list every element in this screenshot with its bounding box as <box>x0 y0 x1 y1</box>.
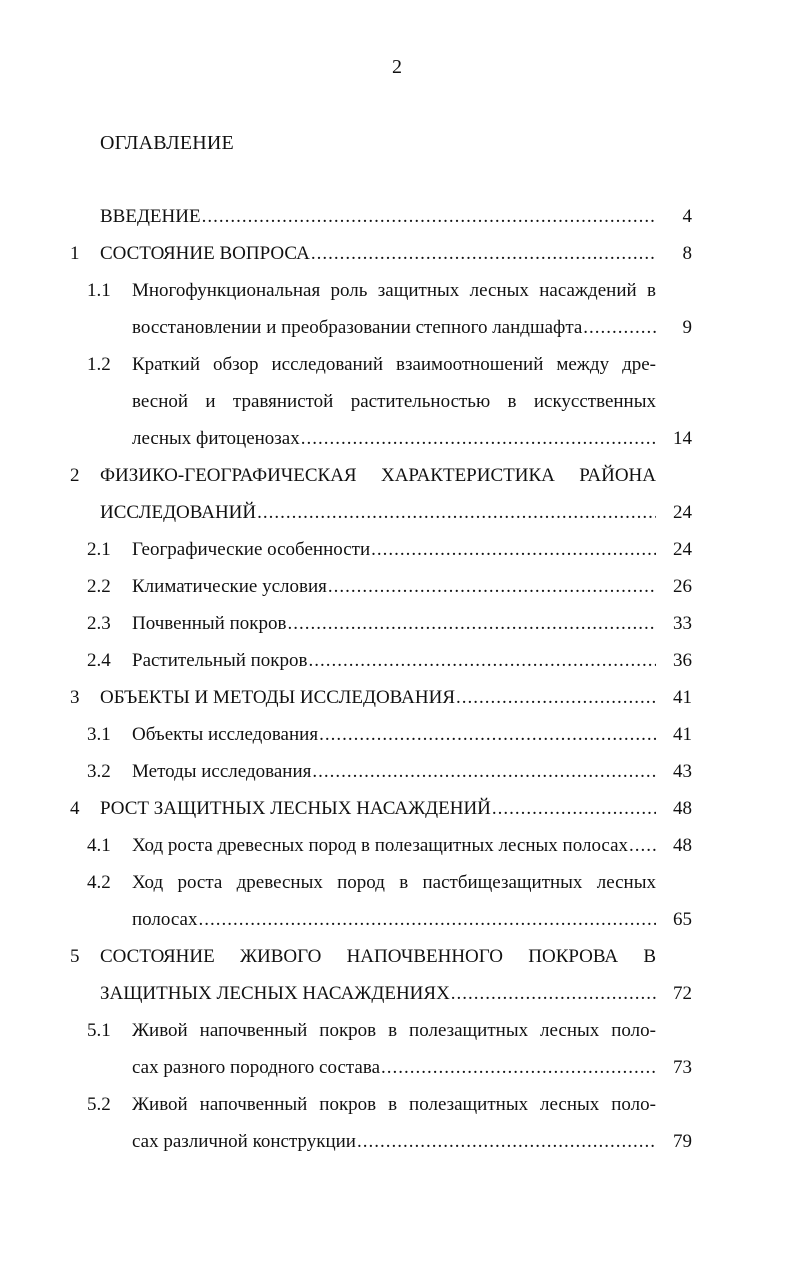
toc-line <box>0 827 794 864</box>
dot-leader <box>491 790 656 827</box>
toc-entry-number: 4.1 <box>87 835 111 856</box>
dot-leader <box>310 235 656 272</box>
toc-entry-number: 3.1 <box>87 724 111 745</box>
toc-entry-text: Климатические условия <box>132 576 327 597</box>
toc-page-number: 43 <box>673 761 692 782</box>
toc-page-number: 79 <box>673 1131 692 1152</box>
toc-line <box>0 642 794 679</box>
toc-line <box>0 605 794 642</box>
toc-entry-text: сах различной конструкции <box>132 1131 356 1152</box>
toc-line <box>0 901 794 938</box>
toc-entry-text: Многофункциональная роль защитных лесных насаждений в <box>132 280 656 301</box>
toc-entry-number: 5.1 <box>87 1020 111 1041</box>
toc-page-number: 48 <box>673 798 692 819</box>
toc-page-number: 14 <box>673 428 692 449</box>
dot-leader <box>455 679 656 716</box>
toc-entry-text: Объекты исследования <box>132 724 319 745</box>
toc-entry-number: 3.2 <box>87 761 111 782</box>
toc-line <box>0 679 794 716</box>
toc-entry-number: 2.3 <box>87 613 111 634</box>
toc-line <box>0 531 794 568</box>
toc-entry-text: Географические особенности <box>132 539 371 560</box>
toc-line <box>0 1086 794 1123</box>
toc-page-number: 24 <box>673 539 692 560</box>
toc-page-number: 41 <box>673 687 692 708</box>
toc-entry-text: Ход роста древесных пород в полезащитных лесных полосах <box>132 835 629 856</box>
toc-entry-text: Растительный покров <box>132 650 308 671</box>
toc-page-number: 26 <box>673 576 692 597</box>
toc-line <box>0 568 794 605</box>
toc-entry-text: Ход роста древесных пород в пастбищезащитных лесных <box>132 872 656 893</box>
toc-line <box>0 309 794 346</box>
toc-entry-text: Методы исследования <box>132 761 312 782</box>
page-number: 2 <box>392 56 402 78</box>
toc-page-number: 48 <box>673 835 692 856</box>
toc-line <box>0 864 794 901</box>
toc-entry-number: 2 <box>70 465 80 486</box>
toc-line <box>0 383 794 420</box>
dot-leader <box>256 494 656 531</box>
toc-line <box>0 494 794 531</box>
toc-entry-number: 2.2 <box>87 576 111 597</box>
toc-entry-number: 3 <box>70 687 80 708</box>
toc-page-number: 4 <box>682 206 692 227</box>
dot-leader <box>582 309 656 346</box>
toc-line <box>0 938 794 975</box>
toc-entry-number: 4.2 <box>87 872 111 893</box>
toc-page-number: 73 <box>673 1057 692 1078</box>
toc-line <box>0 716 794 753</box>
toc-page-number: 8 <box>682 243 692 264</box>
dot-leader <box>197 901 656 938</box>
toc-line <box>0 420 794 457</box>
toc-line <box>0 457 794 494</box>
toc-line <box>0 1123 794 1160</box>
toc-entry-text: ЗАЩИТНЫХ ЛЕСНЫХ НАСАЖДЕНИЯХ <box>100 983 450 1004</box>
toc-entry-text: Живой напочвенный покров в полезащитных лесных поло- <box>132 1094 656 1115</box>
toc-entry-number: 5 <box>70 946 80 967</box>
toc-entry-number: 2.4 <box>87 650 111 671</box>
toc-entry-number: 5.2 <box>87 1094 111 1115</box>
dot-leader <box>450 975 656 1012</box>
toc-entry-text: Краткий обзор исследований взаимоотношений между дре- <box>132 354 656 375</box>
dot-leader <box>327 568 656 605</box>
toc-line <box>0 346 794 383</box>
toc-entry-number: 1.2 <box>87 354 111 375</box>
toc-entry-text: весной и травянистой растительностью в искусственных <box>132 391 656 412</box>
toc-entry-number: 4 <box>70 798 80 819</box>
toc-entry-number: 1 <box>70 243 80 264</box>
toc-page-number: 36 <box>673 650 692 671</box>
toc-entry-text: РОСТ ЗАЩИТНЫХ ЛЕСНЫХ НАСАЖДЕНИЙ <box>100 798 491 819</box>
toc-page-number: 41 <box>673 724 692 745</box>
toc-entry-text: Почвенный покров <box>132 613 287 634</box>
toc-line <box>0 198 794 235</box>
dot-leader <box>380 1049 656 1086</box>
toc-entry-text: сах разного породного состава <box>132 1057 381 1078</box>
toc-entry-text: полосах <box>132 909 198 930</box>
toc-page-number: 33 <box>673 613 692 634</box>
toc-line <box>0 790 794 827</box>
toc-entry-text: ИССЛЕДОВАНИЙ <box>100 502 257 523</box>
toc-entry-number: 1.1 <box>87 280 111 301</box>
dot-leader <box>201 198 656 235</box>
toc-line <box>0 975 794 1012</box>
toc-title: ОГЛАВЛЕНИЕ <box>100 132 234 154</box>
toc-entry-text: ВВЕДЕНИЕ <box>100 206 201 227</box>
dot-leader <box>286 605 656 642</box>
toc-line <box>0 235 794 272</box>
toc-entry-text: СОСТОЯНИЕ ЖИВОГО НАПОЧВЕННОГО ПОКРОВА В <box>100 946 656 967</box>
toc-entry-text: ОБЪЕКТЫ И МЕТОДЫ ИССЛЕДОВАНИЯ <box>100 687 455 708</box>
toc-line <box>0 1049 794 1086</box>
dot-leader <box>308 642 656 679</box>
toc-line <box>0 1012 794 1049</box>
toc-line <box>0 753 794 790</box>
toc-page-number: 72 <box>673 983 692 1004</box>
toc-page-number: 9 <box>682 317 692 338</box>
toc-entry-text: восстановлении и преобразовании степного ландшафта <box>132 317 583 338</box>
dot-leader <box>370 531 656 568</box>
toc-line <box>0 272 794 309</box>
dot-leader <box>300 420 656 457</box>
toc-page-number: 24 <box>673 502 692 523</box>
toc-page-number: 65 <box>673 909 692 930</box>
table-of-contents <box>0 198 794 1160</box>
dot-leader <box>318 716 656 753</box>
toc-entry-number: 2.1 <box>87 539 111 560</box>
dot-leader <box>356 1123 656 1160</box>
dot-leader <box>311 753 656 790</box>
dot-leader <box>628 827 656 864</box>
toc-entry-text: Живой напочвенный покров в полезащитных лесных поло- <box>132 1020 656 1041</box>
toc-entry-text: СОСТОЯНИЕ ВОПРОСА <box>100 243 310 264</box>
toc-entry-text: лесных фитоценозах <box>132 428 300 449</box>
toc-entry-text: ФИЗИКО-ГЕОГРАФИЧЕСКАЯ ХАРАКТЕРИСТИКА РАЙОНА <box>100 465 656 486</box>
